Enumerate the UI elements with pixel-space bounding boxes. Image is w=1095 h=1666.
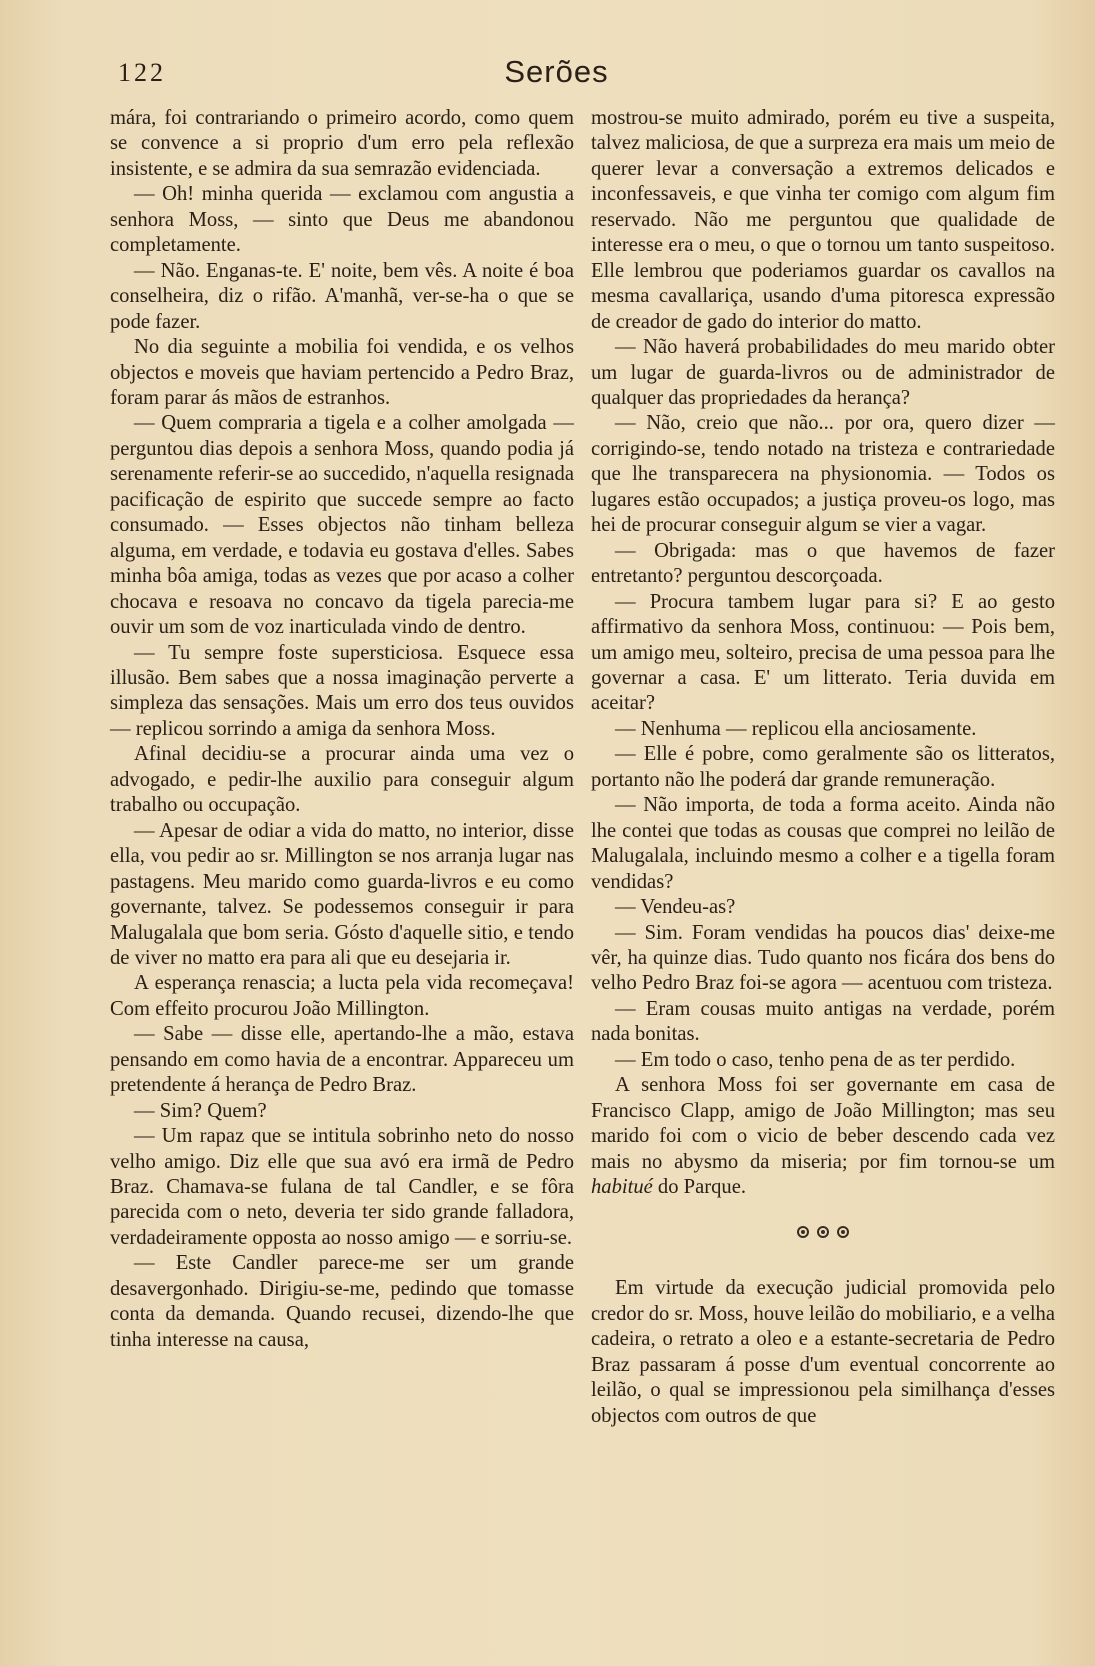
paragraph: — Vendeu-as?: [615, 896, 736, 919]
paragraph: — Não. Enganas-te. E' noite, bem vês. A noite é boa conselheira, diz o rifão. A'manhã, ver-se-ha o que se pode fazer.: [110, 259, 574, 333]
paragraph: — Em todo o caso, tenho pena de as ter perdido.: [615, 1048, 1016, 1071]
paragraph: — Eram cousas muito antigas na verdade, porém nada bonitas.: [591, 997, 1055, 1046]
paragraph: Afinal decidiu-se a procurar ainda uma vez o advogado, e pedir-lhe auxilio para conseguir algum trabalho ou occupação.: [110, 743, 574, 817]
paragraph: — Apesar de odiar a vida do matto, no interior, disse ella, vou pedir ao sr. Millington se nos arranja lugar nas pastagens. Meu marido como guarda-livros e eu como governante, talvez. Se podessemos conseguir ir para Malugalala que bom seria. Gósto d'aquelle sitio, e tendo de viver no matto era para ali que eu desejaria ir.: [110, 819, 574, 969]
paragraph: — Quem compraria a tigela e a colher amolgada — perguntou dias depois a senhora Moss, quando podia já serenamente referir-se ao succedido, n'aquella resignada pacificação de espirito que succede sempre ao facto consumado. — Esses objectos não tinham belleza alguma, em verdade, e todavia eu gostava d'elles. Sabes minha bôa amiga, todas as vezes que por acaso a colher chocava e resoava no concavo da tigela parecia-me ouvir um som de voz inarticulada vindo de dentro.: [110, 412, 574, 639]
paragraph: — Não haverá probabilidades do meu marido obter um lugar de guarda-livros ou de administrador de qualquer das propriedades da herança?: [591, 336, 1055, 409]
paragraph: — Este Candler parece-me ser um grande desavergonhado. Dirigiu-se-me, pedindo que tomasse conta da demanda. Quando recusei, dizendo-lhe que tinha interesse na causa,: [110, 1252, 574, 1351]
left-text-column: [110, 106, 574, 1353]
paragraph: mostrou-se muito admirado, porém eu tive a suspeita, talvez maliciosa, de que a surpreza era mais um meio de querer levar a conversação a extremos delicados e inconfessaveis, e que vinha ter comigo com algum fim reservado. Não me perguntou que qualidade de interesse era o meu, o que o tornou um tanto suspeitoso. Elle lembrou que poderiamos guardar os cavallos na mesma cavallariça, usando d'uma pitoresca expressão de creador de gado do interior do matto.: [591, 107, 1055, 333]
paragraph: — Sim. Foram vendidas ha poucos dias' deixe-me vêr, ha quinze dias. Tudo quanto nos ficára dos bens do velho Pedro Braz foi-se agora — acentuou com tristeza.: [591, 921, 1055, 995]
paragraph: — Obrigada: mas o que havemos de fazer entretanto? perguntou descorçoada.: [591, 539, 1055, 588]
right-text-column: [591, 106, 1055, 1429]
ring-ornament-icon: [817, 1226, 829, 1238]
page-header: [118, 54, 995, 98]
paragraph: Em virtude da execução judicial promovida pelo credor do sr. Moss, houve leilão do mobiliario, e a velha cadeira, o retrato a oleo e a estante-secretaria de Pedro Braz passaram á posse d'um eventual concorrente ao leilão, o qual se impressionou pela similhança d'esses objectos com outros de que: [591, 1277, 1055, 1427]
paragraph: — Um rapaz que se intitula sobrinho neto do nosso velho amigo. Diz elle que sua avó era irmã de Pedro Braz. Chamava-se fulana de tal Candler, e se fôra parecida com o neto, deveria ter sido grande falladora, verdadeiramente opposta ao nosso amigo — e sorriu-se.: [110, 1125, 574, 1249]
closing-italic-term: habitué: [591, 1176, 653, 1199]
ring-ornament-icon: [797, 1226, 809, 1238]
right-column-dialogue: [591, 106, 1055, 1073]
closing-text-end: do Parque.: [652, 1176, 747, 1199]
page-number: 122: [118, 58, 166, 87]
closing-text: A senhora Moss foi ser governante em casa de Francisco Clapp, amigo de João Millington; mas seu marido foi com o vicio de beber descendo cada vez mais no abysmo da miseria; por fim tornou-se um: [591, 1074, 1055, 1173]
running-title: Serões: [504, 54, 609, 89]
paragraph: A esperança renascia; a lucta pela vida recomeçava! Com effeito procurou João Millington.: [110, 972, 574, 1020]
paragraph: No dia seguinte a mobilia foi vendida, e os velhos objectos e moveis que haviam pertencido a Pedro Braz, foram parar ás mãos de estranhos.: [110, 336, 574, 409]
paragraph: — Oh! minha querida — exclamou com angustia a senhora Moss, — sinto que Deus me abandonou completamente.: [110, 183, 574, 257]
paragraph: — Nenhuma — replicou ella anciosamente.: [615, 717, 977, 740]
section-break-ornament: [591, 1222, 1055, 1242]
paragraph: mára, foi contrariando o primeiro acordo, como quem se convence a si proprio d'um erro pela reflexão insistente, e se admira da sua semrazão evidenciada.: [110, 107, 574, 180]
paragraph: — Elle é pobre, como geralmente são os litteratos, portanto não lhe poderá dar grande remuneração.: [591, 743, 1055, 791]
paragraph: — Sim? Quem?: [134, 1099, 267, 1122]
paragraph: — Sabe — disse elle, apertando-lhe a mão, estava pensando em como havia de a encontrar. Appareceu um pretendente á herança de Pedro Braz.: [110, 1023, 574, 1097]
right-column-new-section: [591, 1276, 1055, 1429]
paragraph: — Procura tambem lugar para si? E ao gesto affirmativo da senhora Moss, continuou: — Pois bem, um amigo meu, solteiro, precisa de uma pessoa para lhe governar a casa. E' um litterato. Teria duvida em aceitar?: [591, 590, 1055, 715]
paragraph: — Não importa, de toda a forma aceito. Ainda não lhe contei que todas as cousas que comprei no leilão de Malugalala, incluindo mesmo a colher e a tigella foram vendidas?: [591, 794, 1055, 893]
paragraph: — Tu sempre foste supersticiosa. Esquece essa illusão. Bem sabes que a nossa imaginação perverte a simpleza das sensações. Mais um erro dos teus ouvidos — replicou sorrindo a amiga da senhora Moss.: [110, 641, 574, 740]
ring-ornament-icon: [837, 1226, 849, 1238]
paragraph: — Não, creio que não... por ora, quero dizer — corrigindo-se, tendo notado na tristeza e contrariedade que lhe transparecera na physionomia. — Todos os lugares estão occupados; a justiça proveu-os logo, mas hei de procurar conseguir algum se vier a vagar.: [591, 412, 1055, 537]
closing-paragraph: [591, 1073, 1055, 1200]
